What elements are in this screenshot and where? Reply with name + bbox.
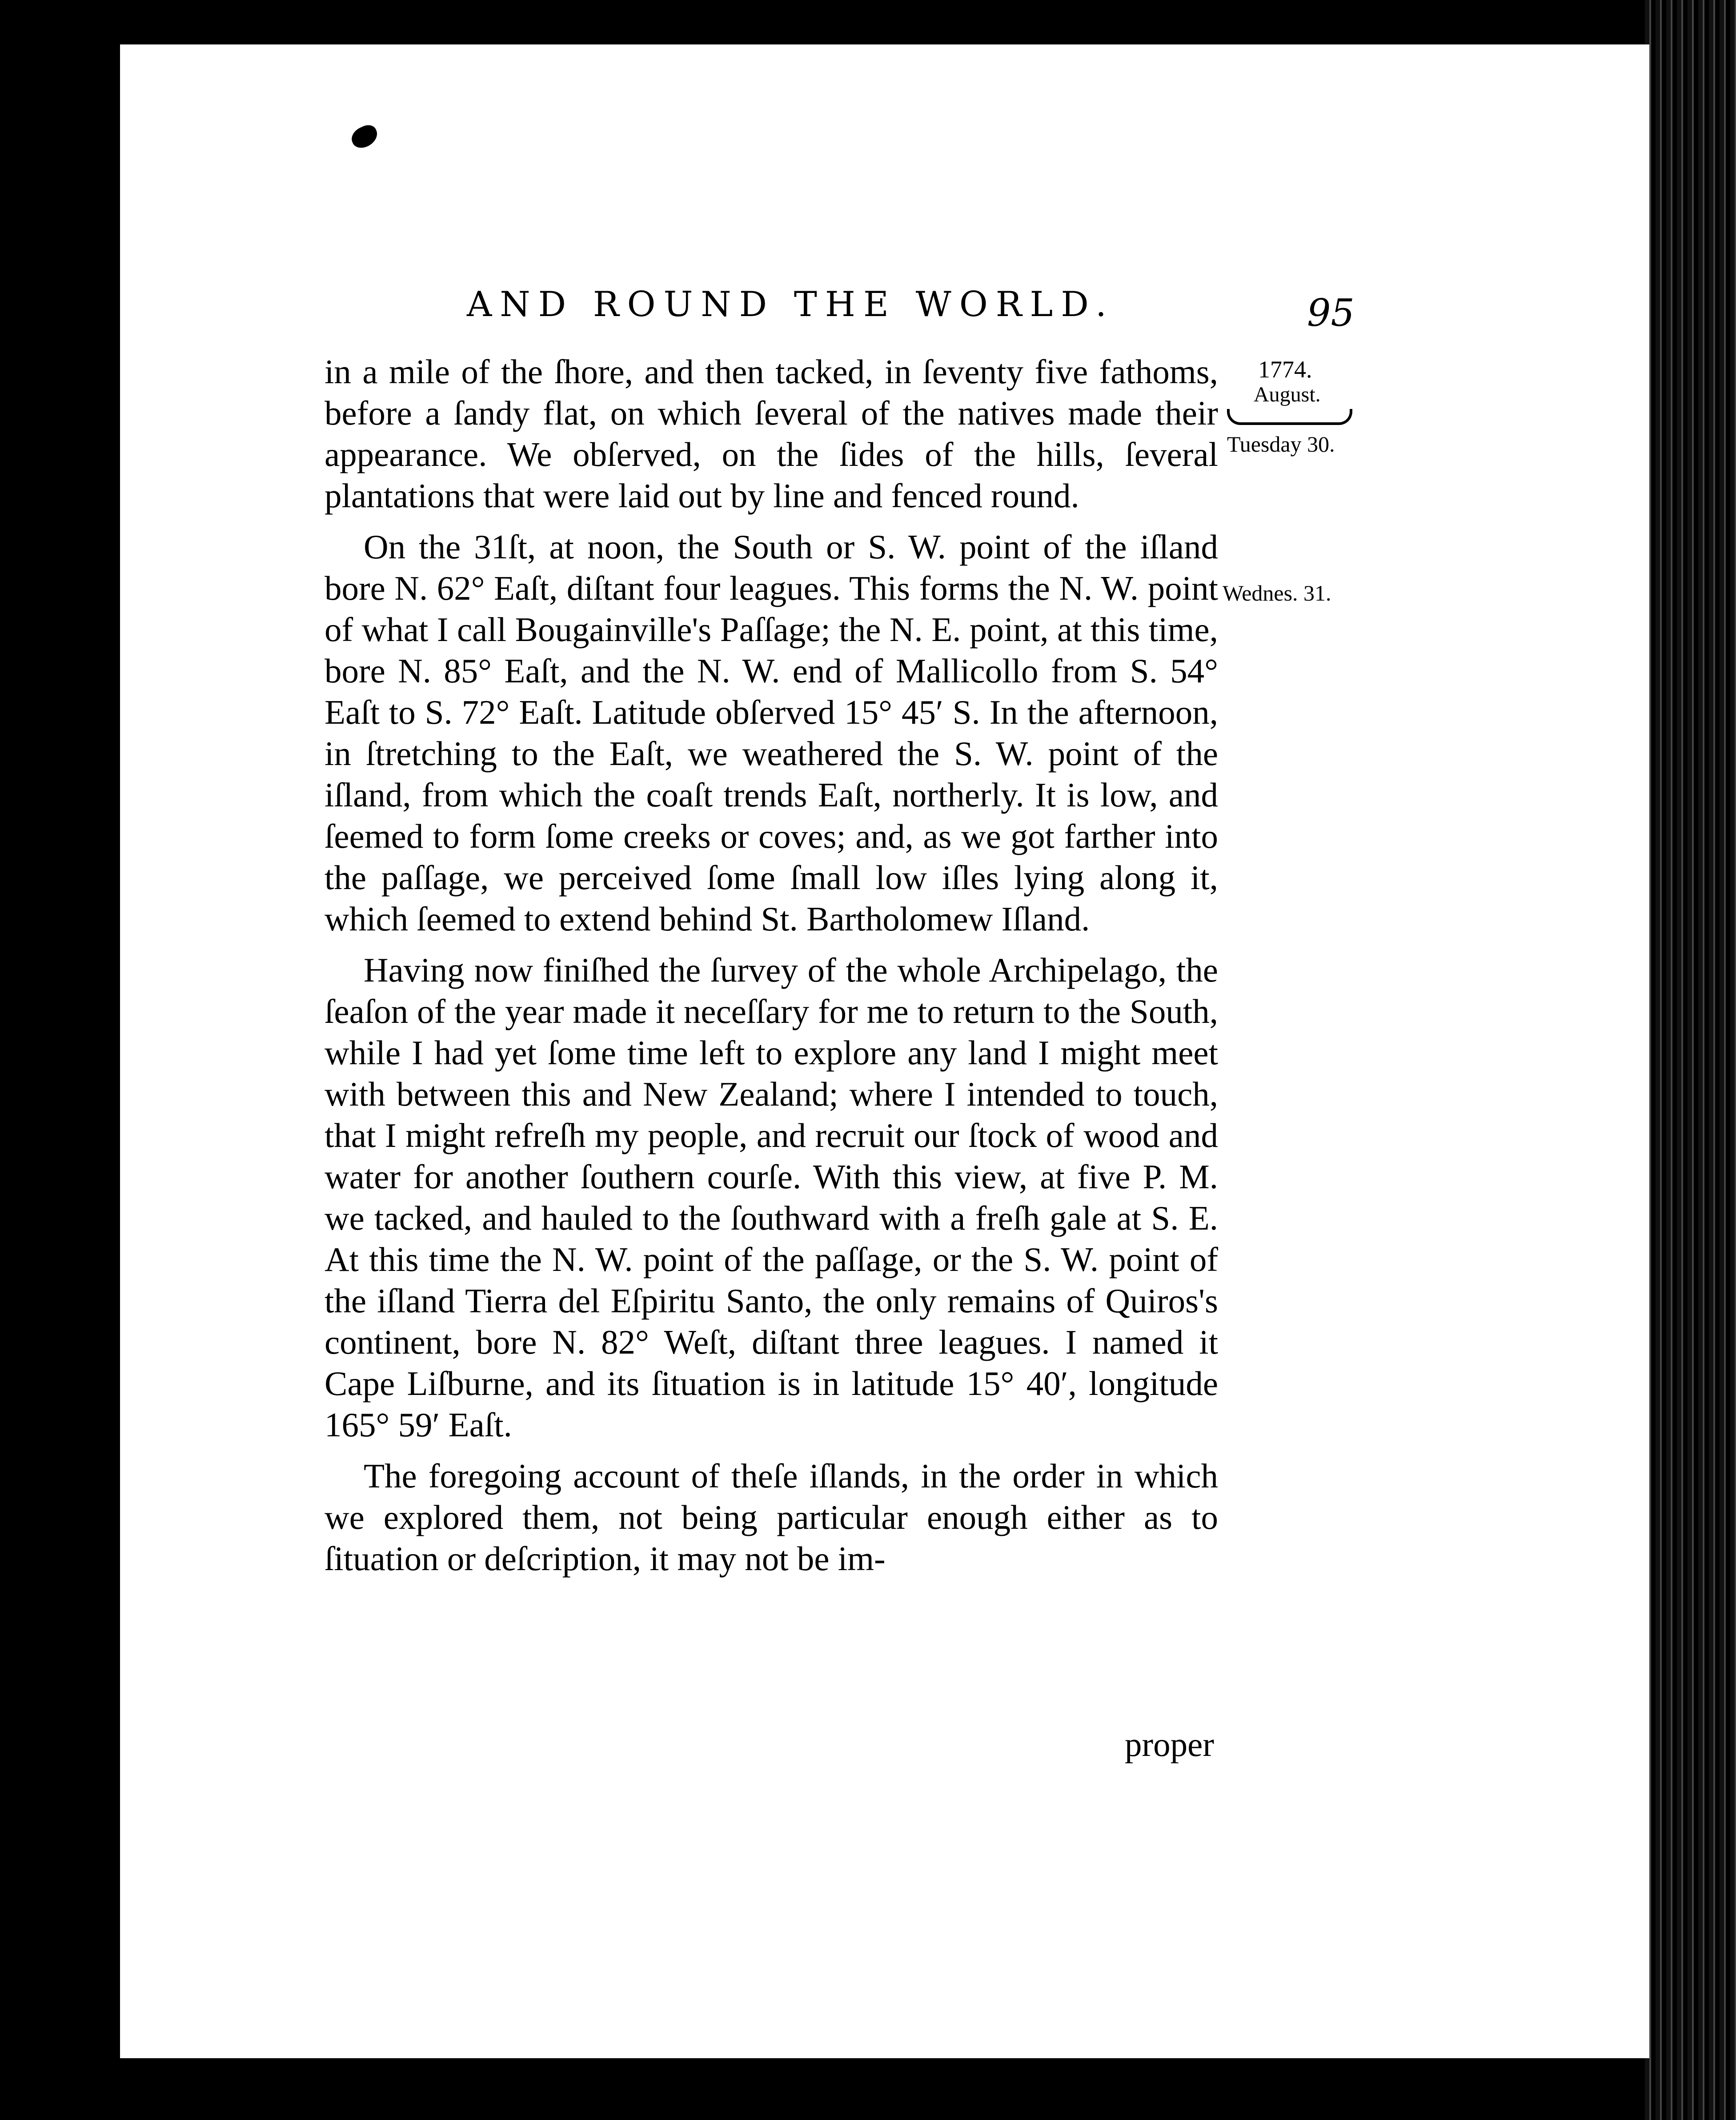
paragraph-1: in a mile of the ſhore, and then tacked, in ſeventy five fathoms, before a ſandy flat, on which ſeveral of the natives made their appearance. We obſerved, on the ſides of the hills, ſeveral plantations that were laid out by line and fenced round. xyxy=(325,353,1218,515)
margin-month: August. xyxy=(1254,383,1321,406)
scan-left-border xyxy=(0,0,120,2120)
margin-year: 1774. xyxy=(1258,356,1312,383)
running-title: AND ROUND THE WORLD. xyxy=(467,285,1115,325)
margin-brace xyxy=(1227,409,1352,425)
paragraph-3: Having now finiſhed the ſurvey of the whole Archipelago, the ſeaſon of the year made it neceſſary for me to return to the South, while I had yet ſome time left to explore any land I might meet with between this and New Zealand; where I intended to touch, that I might refreſh my people, and recruit our ſtock of wood and water for another ſouthern courſe. With this view, at five P. M. we tacked, and hauled to the ſouthward with a freſh gale at S. E. At this time the N. W. point of the paſſage, or the S. W. point of the iſland Tierra del Eſpiritu Santo, the only remains of Quiros's continent, bore N. 82° Weſt, diſtant three leagues. I named it Cape Liſburne, and its ſituation is in latitude 15° 40′, longitude 165° 59′ Eaſt. xyxy=(325,951,1218,1444)
body-text xyxy=(325,351,1218,1589)
paragraph-4: The foregoing account of theſe iſlands, in the order in which we explored them, not being particular enough either as to ſituation or deſcription, it may not be im- xyxy=(325,1457,1218,1578)
page-header xyxy=(467,285,1400,338)
page-number: 95 xyxy=(1307,291,1355,335)
margin-date-tuesday: Tuesday 30. xyxy=(1227,432,1335,457)
catchword: proper xyxy=(1125,1725,1214,1763)
paragraph-2: On the 31ſt, at noon, the South or S. W. point of the iſland bore N. 62° Eaſt, diſtant four leagues. This forms the N. W. point of what I call Bougainville's Paſſage; the N. E. point, at this time, bore N. 85° Eaſt, and the N. W. end of Mallicollo from S. 54° Eaſt to S. 72° Eaſt. Latitude obſerved 15° 45′ S. In the afternoon, in ſtretching to the Eaſt, we weathered the S. W. point of the iſland, from which the coaſt trends Eaſt, northerly. It is low, and ſeemed to form ſome creeks or coves; and, as we got farther into the paſſage, we perceived ſome ſmall low iſles lying along it, which ſeemed to extend behind St. Bartholomew Iſland. xyxy=(325,528,1218,938)
margin-date-wednesday: Wednes. 31. xyxy=(1223,581,1331,605)
scan-binding-edge xyxy=(1645,0,1736,2120)
